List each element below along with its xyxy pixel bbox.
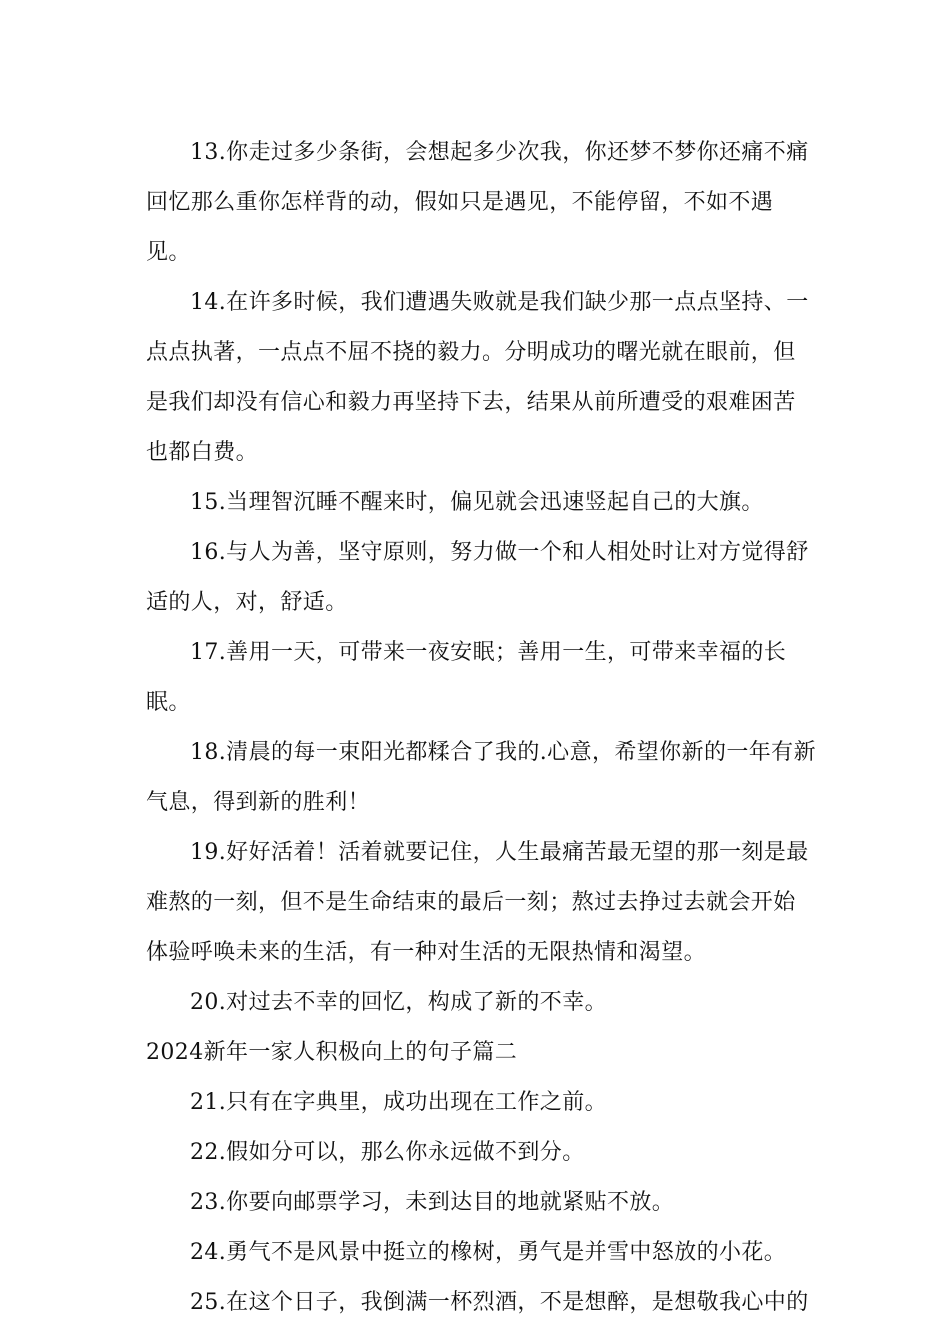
paragraph-21: 21.只有在字典里，成功出现在工作之前。 xyxy=(190,1090,607,1115)
document-body xyxy=(146,128,816,1328)
paragraph-14: 14.在许多时候，我们遭遇失败就是我们缺少那一点点坚持、一点点执著，一点点不屈不挠的毅力。分明成功的曙光就在眼前，但是我们却没有信心和毅力再坚持下去，结果从前所遭受的艰难困苦也都白费。 xyxy=(146,290,809,465)
paragraph-15: 15.当理智沉睡不醒来时，偏见就会迅速竖起自己的大旗。 xyxy=(190,490,764,515)
paragraph-18: 18.清晨的每一束阳光都糅合了我的.心意，希望你新的一年有新气息，得到新的胜利！ xyxy=(146,740,816,815)
paragraph-23: 23.你要向邮票学习，未到达目的地就紧贴不放。 xyxy=(190,1190,675,1215)
paragraph-13: 13.你走过多少条街，会想起多少次我，你还梦不梦你还痛不痛回忆那么重你怎样背的动，假如只是遇见，不能停留，不如不遇见。 xyxy=(146,140,809,265)
paragraph-16: 16.与人为善，坚守原则，努力做一个和人相处时让对方觉得舒适的人，对，舒适。 xyxy=(146,540,809,615)
section-heading: 2024新年一家人积极向上的句子篇二 xyxy=(146,1040,518,1065)
paragraph-20: 20.对过去不幸的回忆，构成了新的不幸。 xyxy=(190,990,607,1015)
paragraph-19: 19.好好活着！活着就要记住，人生最痛苦最无望的那一刻是最难熬的一刻，但不是生命结束的最后一刻；熬过去挣过去就会开始体验呼唤未来的生活，有一种对生活的无限热情和渴望。 xyxy=(146,840,809,965)
paragraph-22: 22.假如分可以，那么你永远做不到分。 xyxy=(190,1140,585,1165)
paragraph-25: 25.在这个日子，我倒满一杯烈酒，不是想醉，是想敬我心中的 xyxy=(190,1290,809,1315)
paragraph-17: 17.善用一天，可带来一夜安眠；善用一生，可带来幸福的长眠。 xyxy=(146,640,787,715)
paragraph-24: 24.勇气不是风景中挺立的橡树，勇气是并雪中怒放的小花。 xyxy=(190,1240,787,1265)
